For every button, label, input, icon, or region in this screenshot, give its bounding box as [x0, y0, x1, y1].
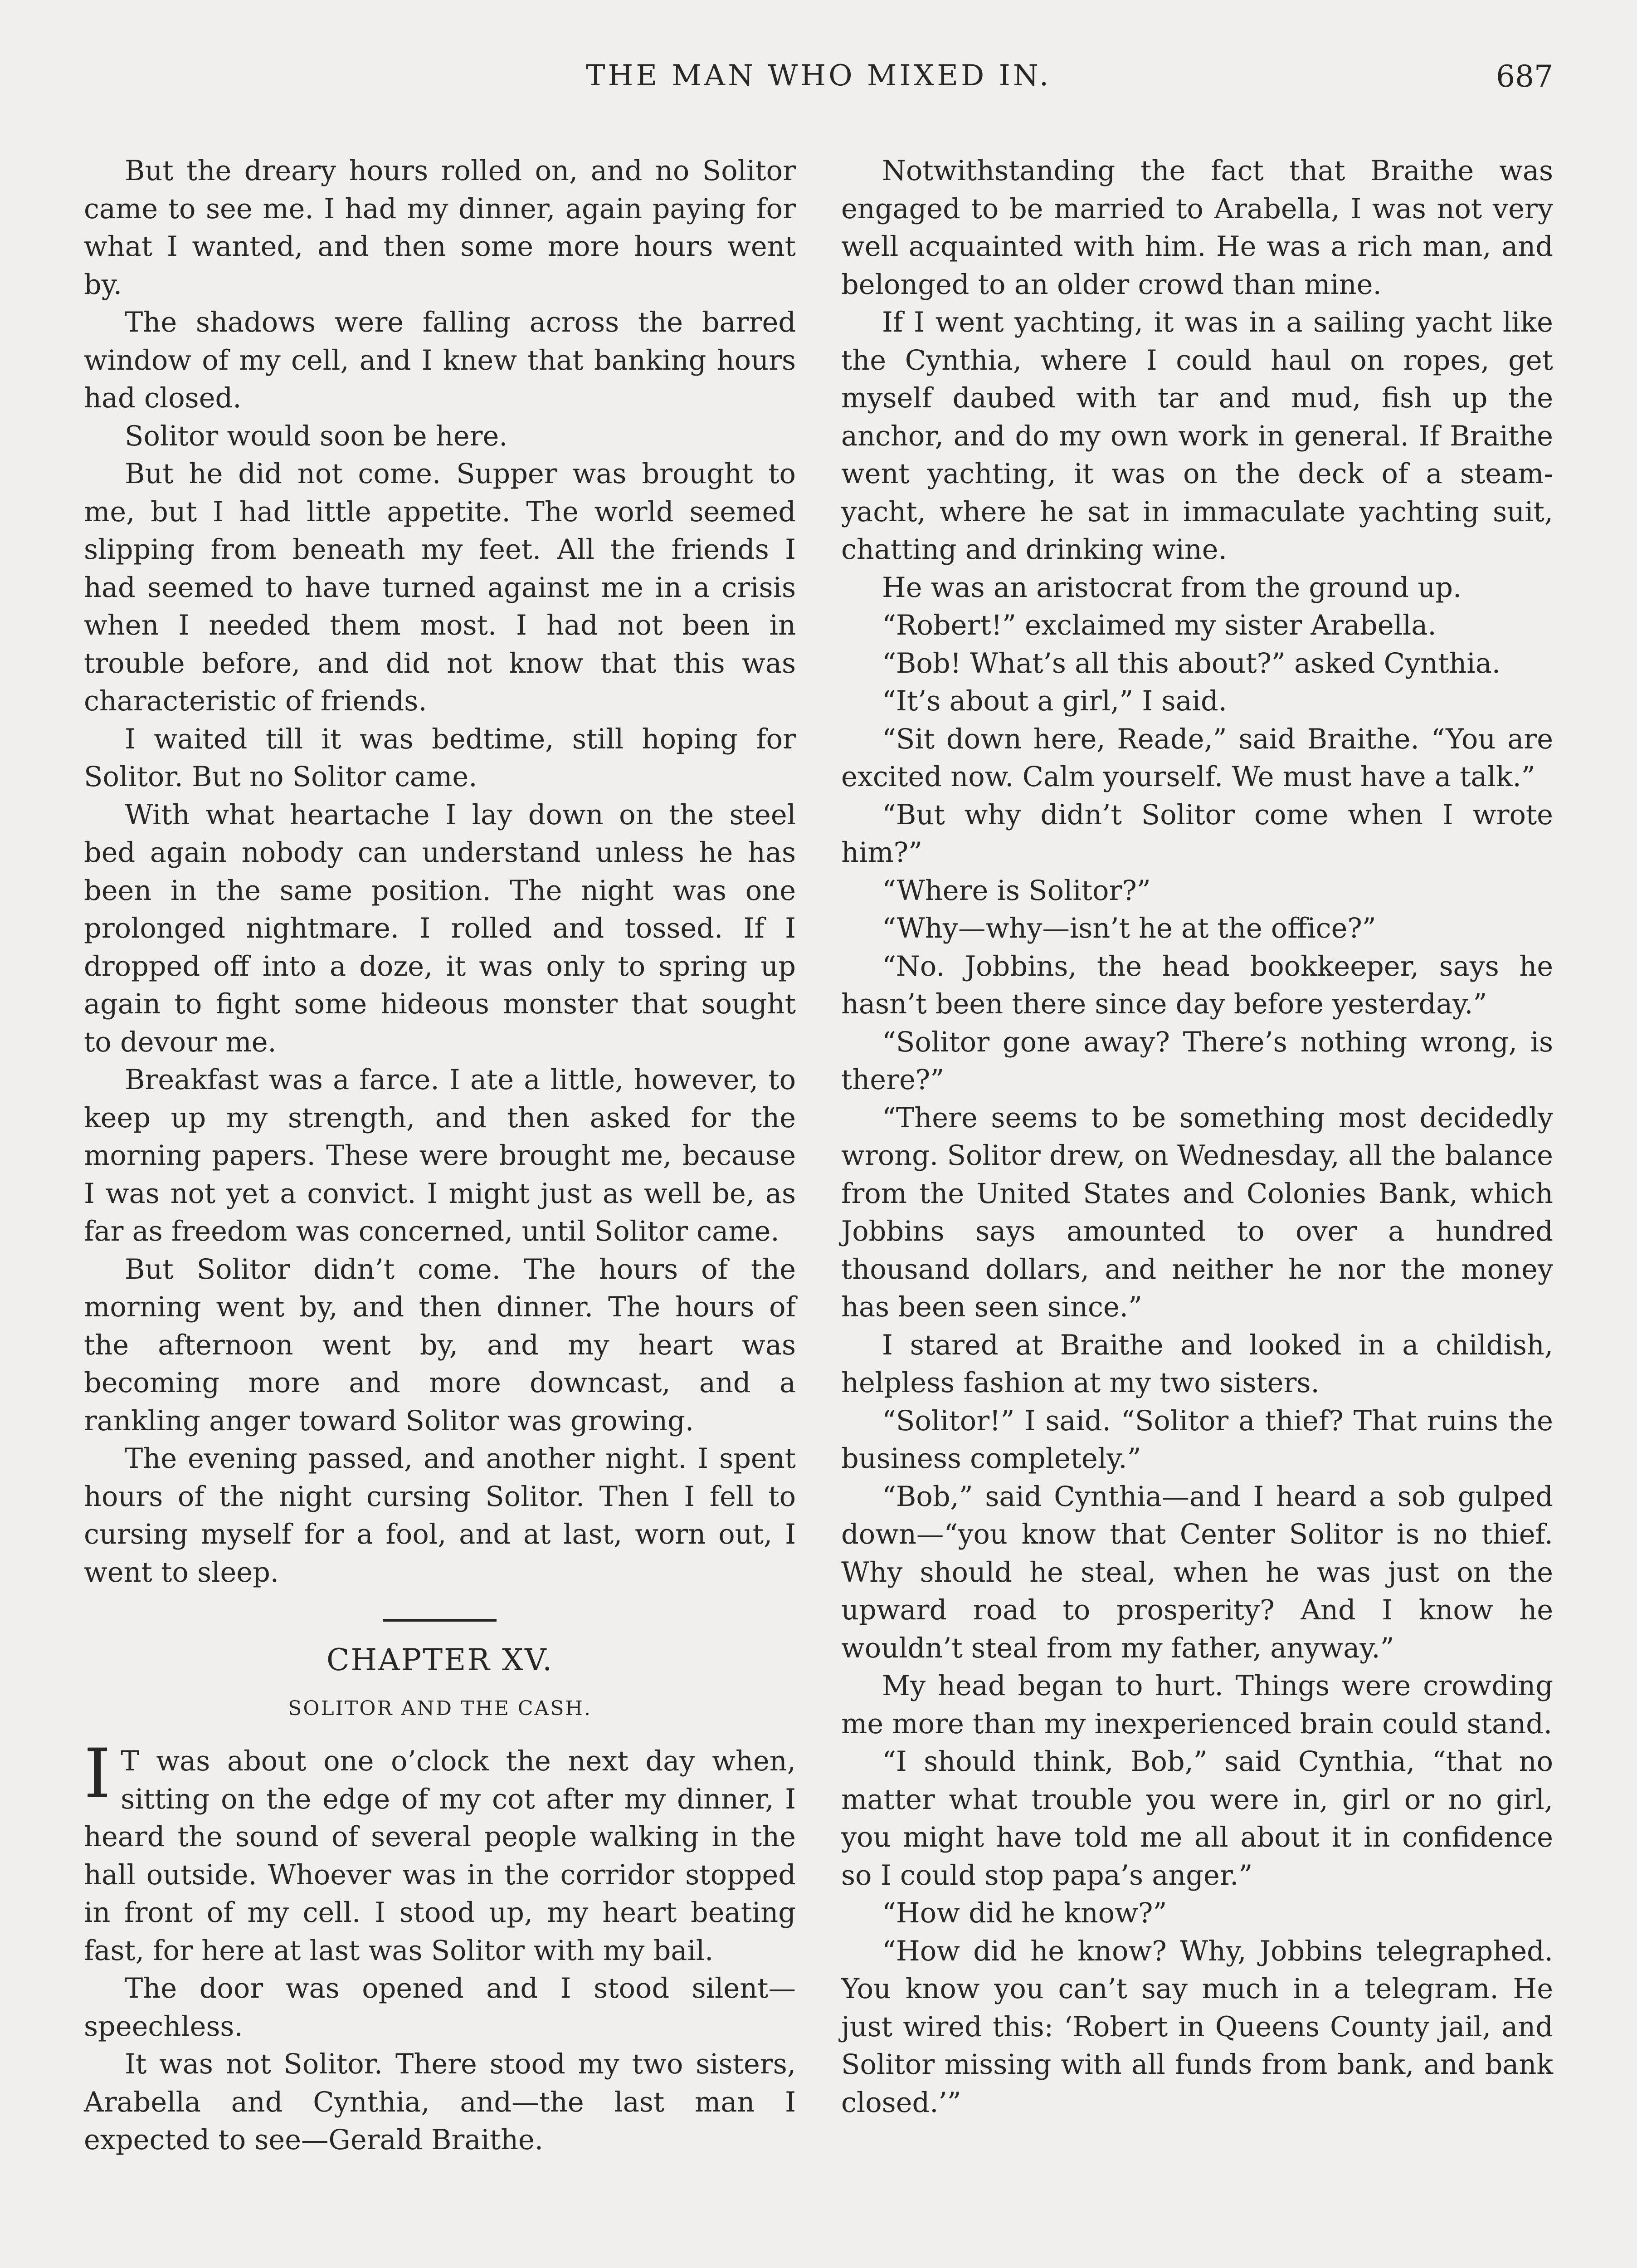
- paragraph: “Solitor!” I said. “Solitor a thief? That ruins the business completely.”: [841, 1405, 1553, 1475]
- paragraph: The door was opened and I stood silent—speechless.: [84, 1973, 796, 2043]
- paragraph: “There seems to be something most decidedly wrong. Solitor drew, on Wednesday, all the balance from the United States and Colonies Bank, which Jobbins says amounted to over a hundred thousand dollars, and neither he nor the money has been seen since.”: [841, 1102, 1553, 1323]
- paragraph: It was not Solitor. There stood my two sisters, Arabella and Cynthia, and—the last man I expected to see—Gerald Braithe.: [84, 2048, 796, 2156]
- paragraph: “It’s about a girl,” I said.: [882, 685, 1227, 717]
- paragraph: Breakfast was a farce. I ate a little, however, to keep up my strength, and then asked for the morning papers. These were brought me, because I was not yet a convict. I might just as well be, as far as freedom was concerned, until Solitor came.: [84, 1064, 796, 1247]
- drop-cap: I: [84, 1735, 111, 1813]
- paragraph: The shadows were falling across the barred window of my cell, and I knew that banking hours had closed.: [84, 307, 796, 414]
- paragraph: With what heartache I lay down on the steel bed again nobody can understand unless he has been in the same position. The night was one prolonged nightmare. I rolled and tossed. If I dropped off into a doze, it was only to spring up again to fight some hideous monster that sought to devour me.: [84, 799, 796, 1058]
- chapter-title: CHAPTER XV.: [326, 1642, 554, 1677]
- paragraph: I waited till it was bedtime, still hoping for Solitor. But no Solitor came.: [84, 723, 796, 793]
- paragraph: Solitor would soon be here.: [125, 420, 508, 452]
- paragraph: “Bob,” said Cynthia—and I heard a sob gulped down—“you know that Center Solitor is no thief. Why should he steal, when he was just on the upward road to prosperity? And I know he wouldn’t steal from my father, anyway.”: [841, 1481, 1553, 1664]
- paragraph: He was an aristocrat from the ground up.: [882, 572, 1462, 604]
- paragraph: I stared at Braithe and looked in a childish, helpless fashion at my two sisters.: [841, 1329, 1553, 1399]
- chapter-subtitle: SOLITOR AND THE CASH.: [288, 1697, 592, 1720]
- left-column: [84, 152, 796, 2160]
- paragraph: “Robert!” exclaimed my sister Arabella.: [882, 610, 1437, 641]
- opening-text: T was about one o’clock the next day when, sitting on the edge of my cot after my dinner, I heard the sound of several people walking in the hall outside. Whoever was in the corridor stopped in front of my cell. I stood up, my heart beating fast, for here at last was Solitor with my bail.: [84, 1745, 796, 1967]
- paragraph: But the dreary hours rolled on, and no Solitor came to see me. I had my dinner, again paying for what I wanted, and then some more hours went by.: [84, 155, 796, 301]
- paragraph: If I went yachting, it was in a sailing yacht like the Cynthia, where I could haul on ropes, get myself daubed with tar and mud, fish up the anchor, and do my own work in general. If Braithe went yachting, it was on the deck of a steam-yacht, where he sat in immaculate yachting suit, chatting and drinking wine.: [841, 307, 1553, 566]
- paragraph: Notwithstanding the fact that Braithe was engaged to be married to Arabella, I was not very well acquainted with him. He was a rich man, and belonged to an older crowd than mine.: [841, 155, 1553, 301]
- page-header: [84, 59, 1553, 122]
- paragraph: But he did not come. Supper was brought to me, but I had little appetite. The world seemed slipping from beneath my feet. All the friends I had seemed to have turned against me in a crisis when I needed them most. I had not been in trouble before, and did not know that this was characteristic of friends.: [84, 458, 796, 717]
- paragraph: “Where is Solitor?”: [882, 875, 1151, 907]
- running-title: THE MAN WHO MIXED IN.: [585, 59, 1052, 93]
- right-column: [841, 152, 1553, 2122]
- paragraph: The evening passed, and another night. I spent hours of the night cursing Solitor. Then I fell to cursing myself for a fool, and at last, worn out, I went to sleep.: [84, 1443, 796, 1589]
- paragraph: “How did he know? Why, Jobbins telegraphed. You know you can’t say much in a telegram. He just wired this: ‘Robert in Queens County jail, and Solitor missing with all funds from bank, and bank closed.’”: [841, 1935, 1553, 2119]
- chapter-opening-paragraph: [84, 1735, 796, 1970]
- paragraph: “I should think, Bob,” said Cynthia, “that no matter what trouble you were in, girl or no girl, you might have told me all about it in confidence so I could stop papa’s anger.”: [841, 1746, 1553, 1892]
- section-divider: [383, 1619, 497, 1622]
- paragraph: “Bob! What’s all this about?” asked Cynthia.: [882, 647, 1501, 679]
- paragraph: But Solitor didn’t come. The hours of the morning went by, and then dinner. The hours of the afternoon went by, and my heart was becoming more and more downcast, and a rankling anger toward Solitor was growing.: [84, 1253, 796, 1437]
- paragraph: “But why didn’t Solitor come when I wrote him?”: [841, 799, 1553, 869]
- page-number: 687: [1496, 59, 1553, 94]
- paragraph: “How did he know?”: [882, 1897, 1167, 1929]
- paragraph: “Why—why—isn’t he at the office?”: [882, 913, 1376, 944]
- paragraph: My head began to hurt. Things were crowding me more than my inexperienced brain could stand.: [841, 1670, 1553, 1740]
- paragraph: “Sit down here, Reade,” said Braithe. “You are excited now. Calm yourself. We must have a talk.”: [841, 723, 1553, 793]
- paragraph: “No. Jobbins, the head bookkeeper, says he hasn’t been there since day before yesterday.”: [841, 950, 1553, 1020]
- paragraph: “Solitor gone away? There’s nothing wrong, is there?”: [841, 1026, 1553, 1096]
